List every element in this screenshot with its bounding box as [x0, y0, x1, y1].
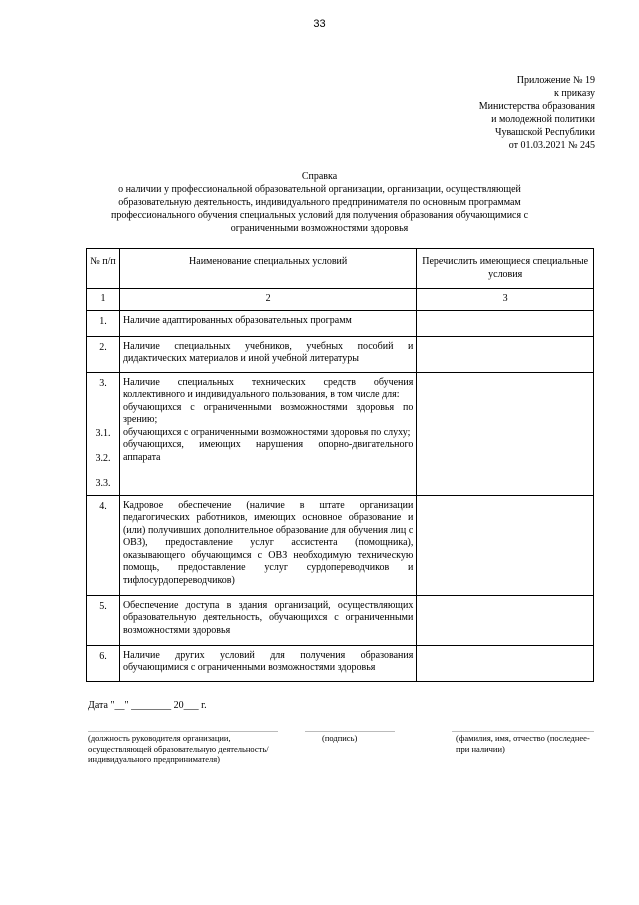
- row-answer-cell[interactable]: [417, 645, 594, 681]
- table-row: [87, 595, 594, 645]
- row-condition: Наличие специальных учебников, учебных пособий и дидактических материалов и иной учебной литературы: [119, 336, 416, 372]
- row-condition: Наличие адаптированных образовательных программ: [119, 310, 416, 336]
- conditions-table: [86, 248, 594, 682]
- sub-row-number: 3.3.: [95, 477, 111, 489]
- table-row: [87, 372, 594, 495]
- title-line: ограниченными возможностями здоровья: [230, 223, 409, 234]
- row-condition: Обеспечение доступа в здания организаций, осуществляющих образовательную деятельность, обучающихся с ограниченными возможностями здоровья: [119, 595, 416, 645]
- title-line: образовательную деятельность, индивидуального предпринимателя по основным программам: [118, 197, 521, 208]
- sub-row-condition: обучающихся с ограниченными возможностями здоровья по зрению;: [122, 401, 414, 425]
- index-cell: 1: [87, 289, 120, 311]
- row-number: 1.: [87, 310, 120, 336]
- row-answer-cell[interactable]: [417, 372, 594, 495]
- row-number: 6.: [87, 645, 120, 681]
- title-line: профессионального обучения специальных условий для получения образования обучающимися с: [110, 210, 529, 221]
- row-condition: Наличие других условий для получения образования обучающимися с ограниченными возможностями здоровья: [119, 645, 416, 681]
- table-row: [87, 495, 594, 595]
- page-number: 33: [313, 18, 326, 30]
- appendix-block: [479, 74, 595, 152]
- table-header-row: [87, 249, 594, 289]
- full-name-line[interactable]: [452, 731, 594, 732]
- date-line[interactable]: Дата "__" ________ 20___ г.: [88, 700, 207, 711]
- signature-line[interactable]: [305, 731, 395, 732]
- table-row: [87, 645, 594, 681]
- sub-row-condition: обучающихся с ограниченными возможностями здоровья по слуху;: [122, 426, 411, 438]
- table-row: [87, 310, 594, 336]
- index-cell: 2: [119, 289, 416, 311]
- position-caption: (должность руководителя организации, осуществляющей образовательную деятельность/ индивидуального предпринимателя): [88, 733, 269, 764]
- appendix-line: Чувашской Республики: [494, 127, 595, 138]
- table-row: [87, 336, 594, 372]
- index-cell: 3: [417, 289, 594, 311]
- sub-row-condition: обучающихся, имеющих нарушения опорно-двигательного аппарата: [122, 439, 414, 463]
- row-number: 4.: [87, 495, 120, 595]
- appendix-line: Министерства образования: [478, 101, 595, 112]
- appendix-line: к приказу: [554, 88, 595, 99]
- row-number: 5.: [87, 595, 120, 645]
- row-number: 3.: [99, 377, 107, 389]
- header-num: № п/п: [87, 249, 120, 289]
- document-title: [100, 170, 539, 235]
- row-number-group: [87, 372, 120, 495]
- header-name: Наименование специальных условий: [119, 249, 416, 289]
- header-list: Перечислить имеющиеся специальные условия: [417, 249, 594, 289]
- sub-row-number: 3.2.: [95, 452, 111, 464]
- row-condition: Кадровое обеспечение (наличие в штате организации педагогических работников, имеющих основное образование и (или) получивших дополнительное образование для обучения лиц с ОВЗ), предоставление услуг ассистента (помощника), оказывающего обучающимся с ОВЗ необходимую техническую помощь, предоставление услуг сурдопереводчиков и тифлосурдопереводчиков): [119, 495, 416, 595]
- row-answer-cell[interactable]: [417, 336, 594, 372]
- appendix-line: Приложение № 19: [516, 75, 595, 86]
- signature-caption: (подпись): [322, 733, 358, 743]
- row-condition-group: [119, 372, 416, 495]
- row-number: [87, 403, 119, 428]
- row-condition: Наличие специальных технических средств обучения коллективного и индивидуального пользования, в том числе для:: [122, 376, 414, 400]
- appendix-line: и молодежной политики: [491, 114, 595, 125]
- appendix-line: от 01.03.2021 № 245: [508, 140, 595, 151]
- position-signature-line[interactable]: [88, 731, 278, 732]
- title-line: о наличии у профессиональной образовательной организации, организации, осуществляющей: [118, 184, 521, 195]
- row-answer-cell[interactable]: [417, 595, 594, 645]
- sub-row-number: 3.1.: [95, 427, 111, 439]
- row-answer-cell[interactable]: [417, 495, 594, 595]
- table-index-row: [87, 289, 594, 311]
- full-name-caption: (фамилия, имя, отчество (последнее- при наличии): [456, 733, 590, 754]
- document-heading: Справка: [301, 171, 338, 182]
- row-answer-cell[interactable]: [417, 310, 594, 336]
- row-number: 2.: [87, 336, 120, 372]
